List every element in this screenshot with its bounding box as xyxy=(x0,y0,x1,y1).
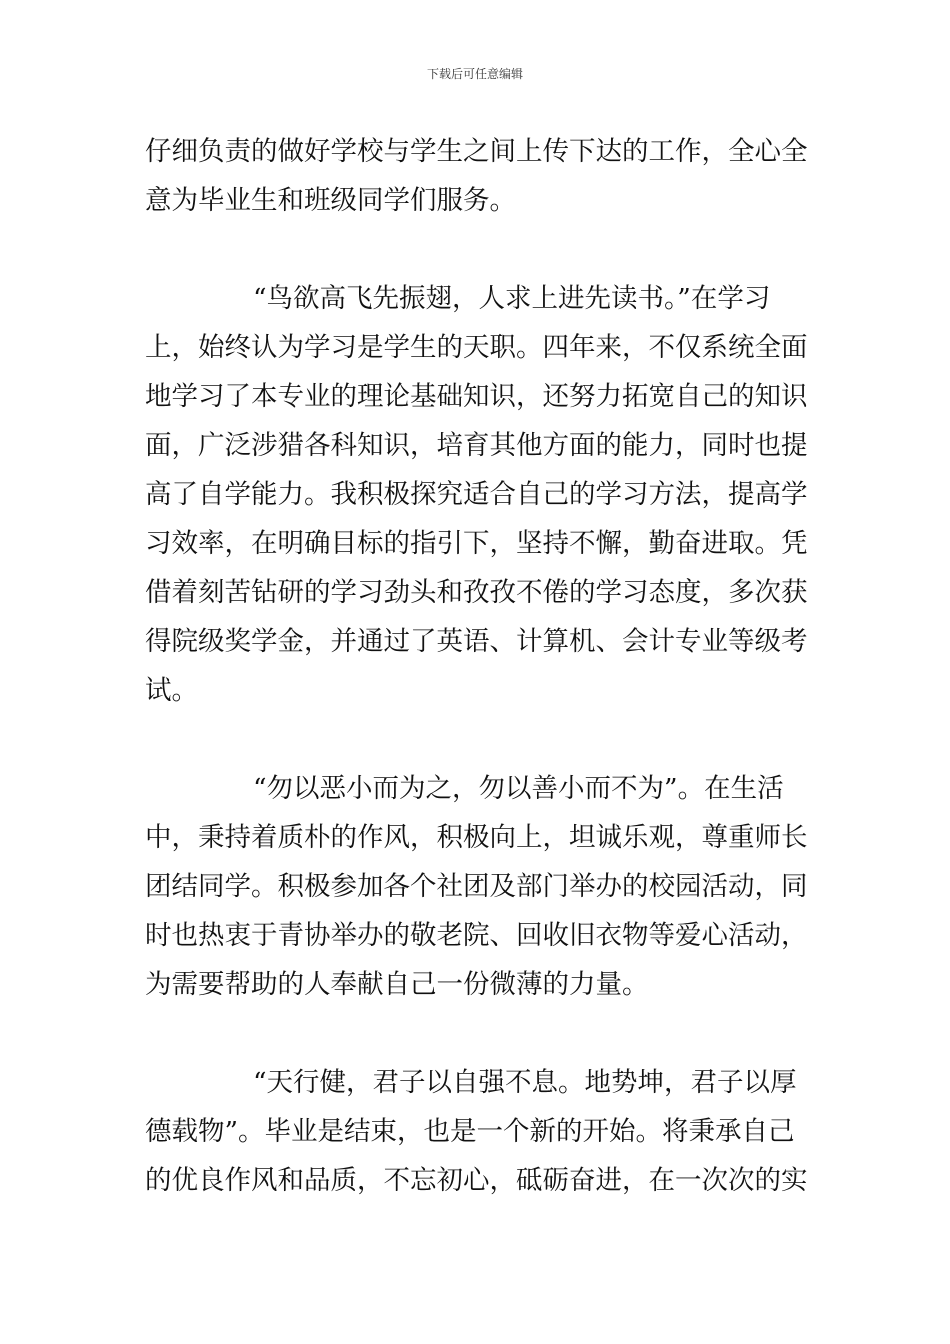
paragraph-line: 德载物”。毕业是结束，也是一个新的开始。将秉承自己 xyxy=(145,1116,795,1147)
paragraph-1 xyxy=(145,127,807,225)
paragraph-spacer xyxy=(145,1009,807,1058)
paragraph-line: 意为毕业生和班级同学们服务。 xyxy=(145,185,516,216)
paragraph-spacer xyxy=(145,225,807,274)
paragraph-line: “勿以恶小而为之，勿以善小而不为”。在生活 xyxy=(253,773,784,804)
paragraph-line: 习效率，在明确目标的指引下，坚持不懈，勤奋进取。凭 xyxy=(145,528,808,559)
paragraph-line: 的优良作风和品质，不忘初心，砥砺奋进，在一次次的实 xyxy=(145,1165,808,1196)
paragraph-3 xyxy=(145,764,807,1009)
paragraph-line: 地学习了本专业的理论基础知识，还努力拓宽自己的知识 xyxy=(145,381,808,412)
paragraph-line: “鸟欲高飞先振翅，人求上进先读书。”在学习 xyxy=(253,283,771,314)
paragraph-line: 得院级奖学金，并通过了英语、计算机、会计专业等级考 xyxy=(145,626,808,657)
paragraph-line: 仔细负责的做好学校与学生之间上传下达的工作，全心全 xyxy=(145,136,808,167)
paragraph-line: 时也热衷于青协举办的敬老院、回收旧衣物等爱心活动， xyxy=(145,920,808,951)
paragraph-line: 中，秉持着质朴的作风，积极向上，坦诚乐观，尊重师长 xyxy=(145,822,808,853)
paragraph-spacer xyxy=(145,715,807,764)
paragraph-4 xyxy=(145,1058,807,1205)
paragraph-line: 为需要帮助的人奉献自己一份微薄的力量。 xyxy=(145,969,649,1000)
paragraph-2 xyxy=(145,274,807,715)
paragraph-line: “天行健，君子以自强不息。地势坤，君子以厚 xyxy=(253,1067,797,1098)
paragraph-line: 上，始终认为学习是学生的天职。四年来，不仅系统全面 xyxy=(145,332,808,363)
page-header: 下载后可任意编辑 xyxy=(426,67,523,81)
paragraph-line: 借着刻苦钻研的学习劲头和孜孜不倦的学习态度，多次获 xyxy=(145,577,808,608)
document-body xyxy=(145,127,807,1205)
paragraph-line: 试。 xyxy=(145,675,198,706)
paragraph-line: 高了自学能力。我积极探究适合自己的学习方法，提高学 xyxy=(145,479,808,510)
paragraph-line: 团结同学。积极参加各个社团及部门举办的校园活动，同 xyxy=(145,871,808,902)
paragraph-line: 面，广泛涉猎各科知识，培育其他方面的能力，同时也提 xyxy=(145,430,808,461)
